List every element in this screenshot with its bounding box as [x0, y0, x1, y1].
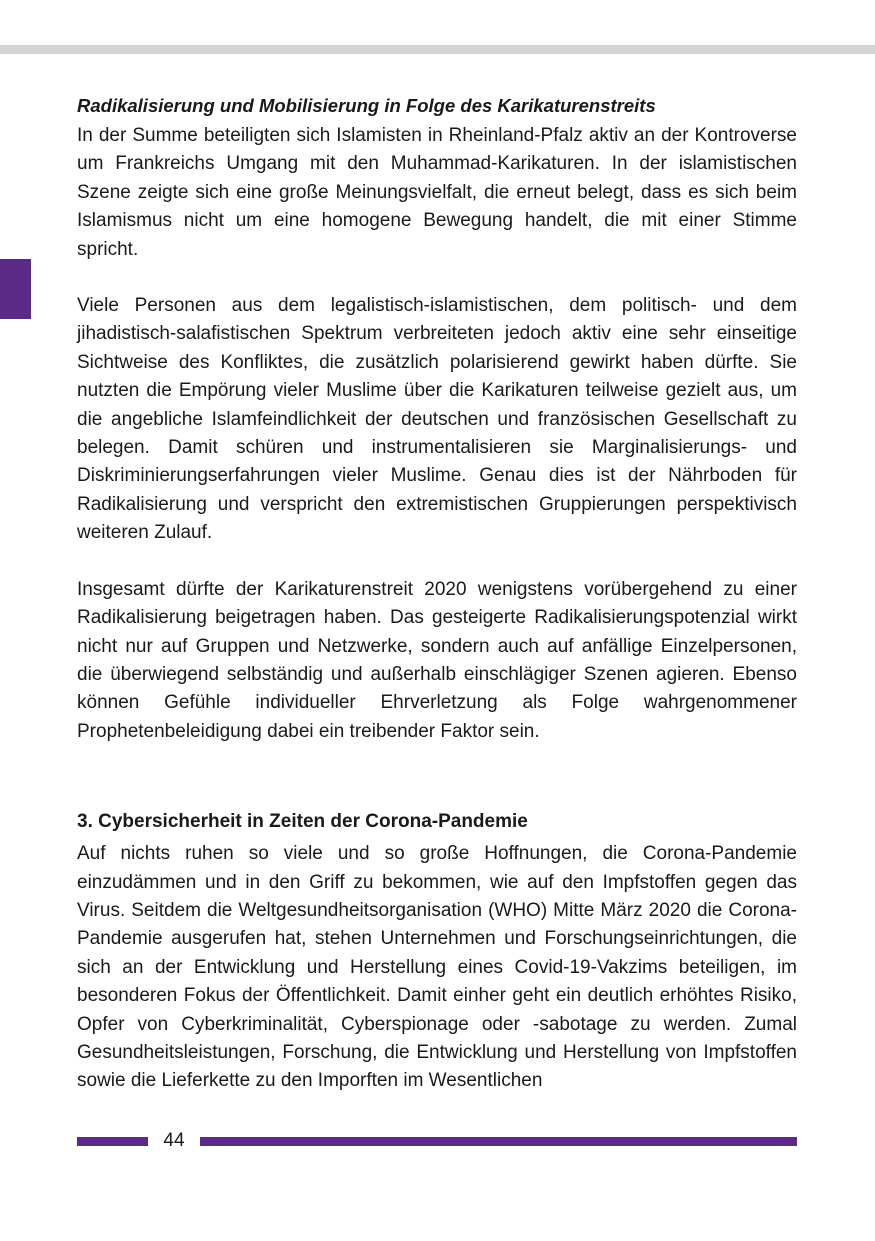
page-content	[77, 92, 797, 1096]
section-gap	[77, 746, 797, 808]
paragraph-gap	[77, 548, 797, 576]
section-heading: 3. Cybersicherheit in Zeiten der Corona-Pandemie	[77, 811, 528, 833]
paragraph: Insgesamt dürfte der Karikaturenstreit 2020 wenigstens vorübergehend zu einer Radikalisierung beigetragen haben. Das gesteigerte Radikalisierungspotenzial wirkt nicht nur auf Gruppen und Netzwerke, sondern auch auf anfällige Einzelpersonen, die überwiegend selbständig und außerhalb einschlägiger Szenen agieren. Ebenso können Gefühle individueller Ehrverletzung als Folge wahrgenommener Prophetenbeleidigung dabei ein treibender Faktor sein.	[77, 578, 797, 742]
paragraph: In der Summe beteiligten sich Islamisten in Rheinland-Pfalz aktiv an der Kontroverse um Frankreichs Umgang mit den Muhammad-Karikaturen. In der islamistischen Szene zeigte sich eine große Meinungsvielfalt, die erneut belegt, dass es sich beim Islamismus nicht um eine homogene Bewegung handelt, die mit einer Stimme spricht.	[77, 125, 797, 260]
chapter-tab-marker	[0, 259, 31, 319]
page-number: 44	[163, 1130, 185, 1151]
paragraph: Auf nichts ruhen so viele und so große Hoffnungen, die Corona-Pandemie einzudämmen und in den Griff zu bekommen, wie auf den Impfstoffen gegen das Virus. Seitdem die Weltgesundheitsorganisation (WHO) Mitte März 2020 die Corona-Pandemie ausgerufen hat, stehen Unternehmen und Forschungseinrichtungen, die sich an der Entwicklung und Herstellung eines Covid-19-Vakzims beteiligen, im besonderen Fokus der Öffentlichkeit. Damit einher geht ein deutlich erhöhtes Risiko, Opfer von Cyberkriminalität, Cyberspionage oder -sabotage zu werden. Zumal Gesundheitsleistungen, Forschung, die Entwicklung und Herstellung von Impfstoffen sowie die Lieferkette zu den Imporften im Wesentlichen	[77, 843, 797, 1092]
subheading: Radikalisierung und Mobilisierung in Folge des Karikaturenstreits	[77, 95, 656, 116]
paragraph: Viele Personen aus dem legalistisch-islamistischen, dem politisch- und dem jihadistisch-salafistischen Spektrum verbreiteten jedoch aktiv eine sehr einseitige Sichtweise des Konfliktes, die zusätzlich polarisierend gewirkt haben dürfte. Sie nutzten die Empörung vieler Muslime über die Karikaturen teilweise gezielt aus, um die angebliche Islamfeindlichkeit der deutschen und französischen Gesellschaft zu belegen. Damit schüren und instrumentalisieren sie Marginalisierungs- und Diskriminierungserfahrungen vieler Muslime. Genau dies ist der Nährboden für Radikalisierung und verspricht den extremistischen Gruppierungen perspektivisch weiteren Zulauf.	[77, 295, 797, 544]
top-rule	[0, 45, 875, 54]
paragraph-gap	[77, 264, 797, 292]
footer-rule-left	[77, 1137, 148, 1146]
footer-rule-right	[200, 1137, 797, 1146]
